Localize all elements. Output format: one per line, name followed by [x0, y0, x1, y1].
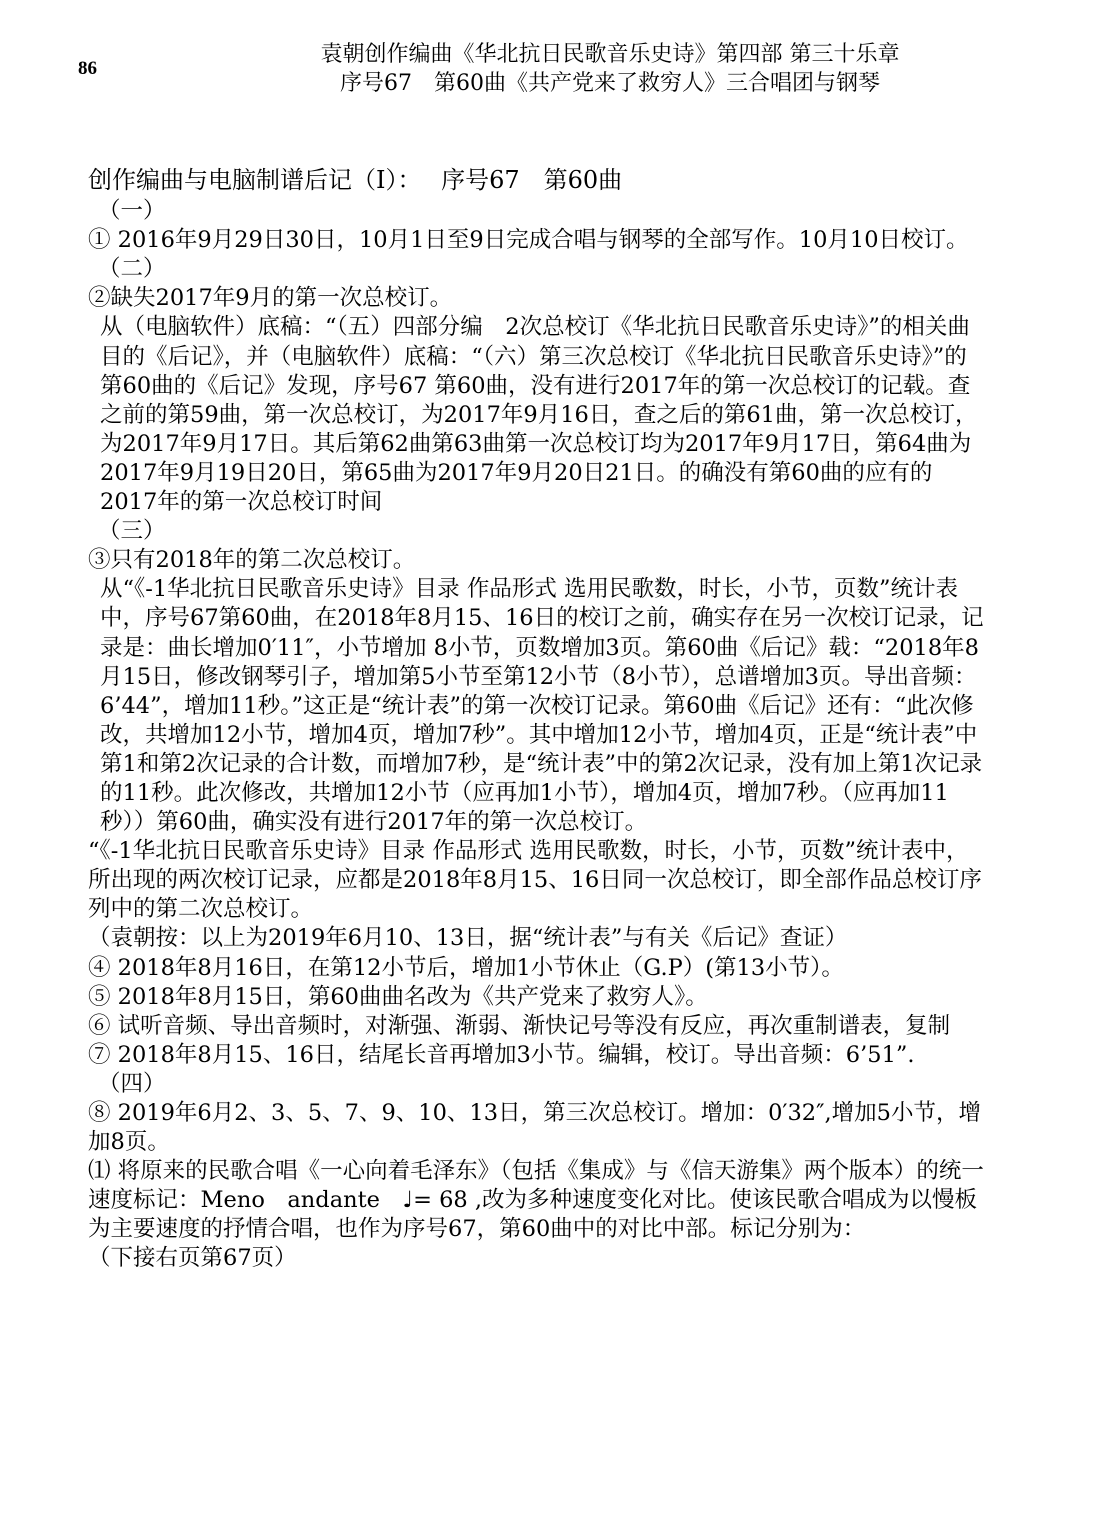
document-title: 创作编曲与电脑制谱后记（Ⅰ）： 序号67 第60曲 — [88, 166, 623, 194]
paragraph-subitem-1: ⑴ 将原来的民歌合唱《一心向着毛泽东》（包括《集成》与《信天游集》两个版本）的统一速度标记：Meno andante ♩= 68 ,改为多种速度变化对比。使该民歌合唱成为以慢板为主要速度的抒情合唱，也作为序号67，第60曲中的对比中部。标记分别为： — [88, 1158, 984, 1243]
paragraph-item-6: ⑥ 试听音频、导出音频时，对渐强、渐弱、渐快记号等没有反应，再次重制谱表，复制 — [88, 1012, 951, 1039]
page-header — [300, 40, 920, 98]
section-marker-2: （二） — [98, 256, 166, 283]
continuation-note: （下接右页第67页） — [88, 1245, 297, 1272]
section-marker-1: （一） — [98, 198, 166, 225]
paragraph-item-5: ⑤ 2018年8月15日，第60曲曲名改为《共产党来了救穷人》。 — [88, 983, 708, 1010]
paragraph-item-3: ③只有2018年的第二次总校订。 — [88, 547, 416, 574]
paragraph-body-1: 从（电脑软件）底稿：“（五）四部分编 2次总校订《华北抗日民歌音乐史诗》”的相关曲目的《后记》，并（电脑软件）底稿：“（六）第三次总校订《华北抗日民歌音乐史诗》”的第60曲的《后记》发现，序号67 第60曲，没有进行2017年的第一次总校订的记载。查之前的第59曲，第一次总校订，为2017年9月16日，查之后的第61曲，第一次总校订，为2017年9月17日。其后第62曲第63曲第一次总校订均为2017年9月17日，第64曲为2017年9月19日20日，第65曲为2017年9月20日21日。的确没有第60曲的应有的2017年的第一次总校订时间 — [100, 314, 978, 516]
paragraph-body-2: 从“《-1华北抗日民歌音乐史诗》目录 作品形式 选用民歌数，时长，小节，页数”统计表中，序号67第60曲，在2018年8月15、16日的校订之前，确实存在另一次校订记录，记录是：曲长增加0′11″，小节增加 8小节，页数增加3页。第60曲《后记》载：“2018年8月15日，修改钢琴引子，增加第5小节至第12小节（8小节），总谱增加3页。导出音频：6’44”，增加11秒。”这正是“统计表”的第一次校订记录。第60曲《后记》还有：“此次修改，共增加12小节，增加4页，增加7秒”。其中增加12小节，增加4页，正是“统计表”中第1和第2次记录的合计数，而增加7秒，是“统计表”中的第2次记录，没有加上第1次记录的11秒。此次修改，共增加12小节（应再加1小节），增加4页，增加7秒。（应再加11秒））第60曲，确实没有进行2017年的第一次总校订。 — [100, 576, 984, 836]
section-marker-4: （四） — [98, 1070, 166, 1097]
header-line-1: 袁朝创作编曲《华北抗日民歌音乐史诗》第四部 第三十乐章 — [320, 42, 900, 67]
paragraph-item-1: ① 2016年9月29日30日，10月1日至9日完成合唱与钢琴的全部写作。10月10日校订。 — [88, 227, 969, 254]
paragraph-item-2: ②缺失2017年9月的第一次总校订。 — [88, 285, 453, 312]
header-line-2: 序号67 第60曲《共产党来了救穷人》三合唱团与钢琴 — [340, 71, 880, 96]
paragraph-item-8: ⑧ 2019年6月2、3、5、7、9、10、13日，第三次总校订。增加：0′32″,增加5小节，增加8页。 — [88, 1100, 981, 1156]
page-number: 86 — [78, 58, 97, 79]
paragraph-item-4: ④ 2018年8月16日，在第12小节后，增加1小节休止（G.P）(第13小节）。 — [88, 954, 844, 981]
paragraph-item-7: ⑦ 2018年8月15、16日，结尾长音再增加3小节。编辑，校订。导出音频：6’51”. — [88, 1041, 915, 1068]
paragraph-note: （袁朝按：以上为2019年6月10、13日，据“统计表”与有关《后记》查证） — [88, 925, 848, 952]
paragraph-body-3: “《-1华北抗日民歌音乐史诗》目录 作品形式 选用民歌数，时长，小节，页数”统计表中，所出现的两次校订记录，应都是2018年8月15、16日同一次总校订，即全部作品总校订序列中的第二次总校订。 — [88, 838, 982, 923]
document-body — [88, 166, 988, 1274]
section-marker-3: （三） — [98, 518, 166, 545]
